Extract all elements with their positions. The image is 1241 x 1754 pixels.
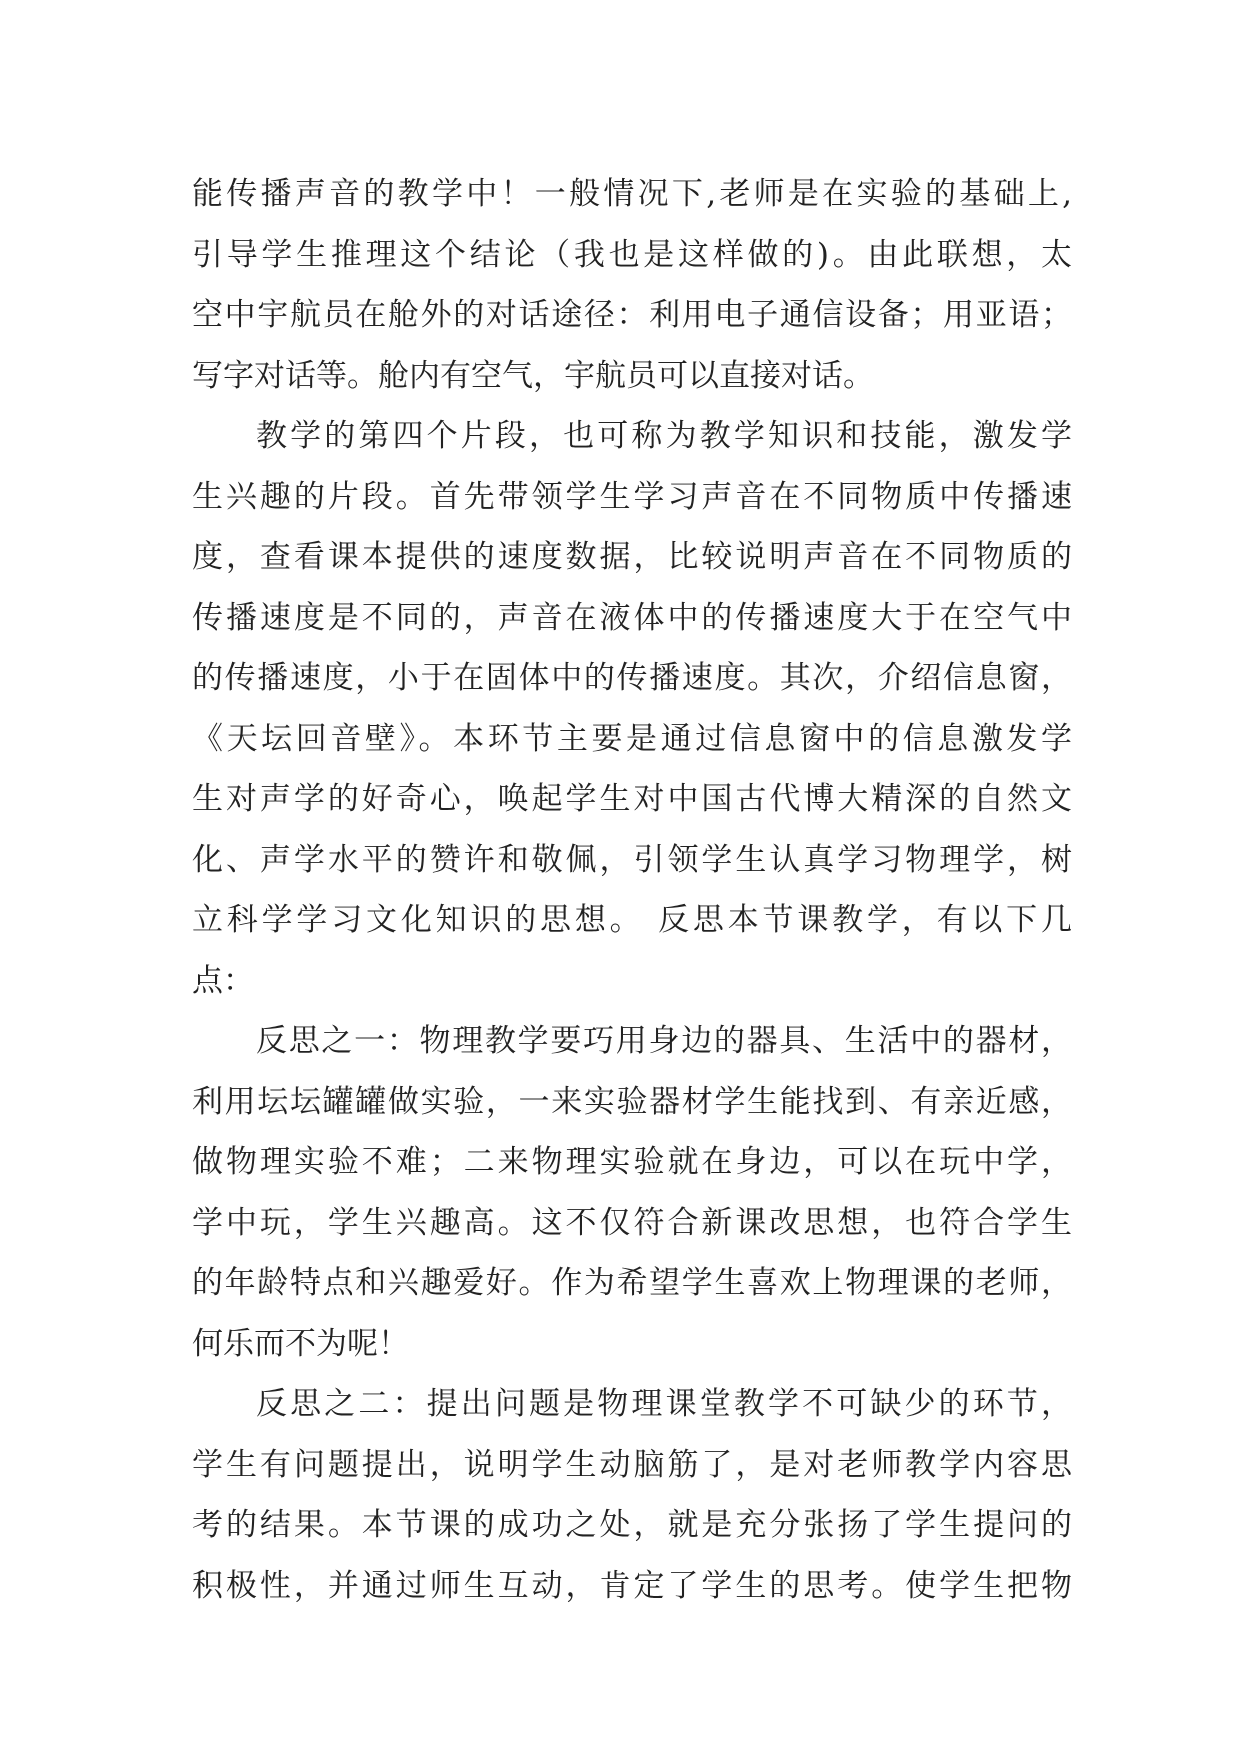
text-line: 立科学学习文化知识的思想。 反思本节课教学，有以下几: [192, 902, 1072, 938]
text-line: 学中玩，学生兴趣高。这不仅符合新课改思想，也符合学生: [192, 1204, 1072, 1241]
text-line: 生兴趣的片段。首先带领学生学习声音在不同物质中传播速: [192, 478, 1072, 515]
text-line: 生对声学的好奇心，唤起学生对中国古代博大精深的自然文: [192, 781, 1072, 817]
text-line: 利用坛坛罐罐做实验，一来实验器材学生能找到、有亲近感，: [192, 1083, 1072, 1120]
text-line: 的传播速度，小于在固体中的传播速度。其次，介绍信息窗，: [192, 660, 1072, 696]
text-line: 空中宇航员在舱外的对话途径：利用电子通信设备；用亚语；: [192, 297, 1072, 333]
body-text: [192, 164, 1072, 1616]
text-line: 学生有问题提出，说明学生动脑筋了，是对老师教学内容思: [192, 1446, 1072, 1483]
text-line: 何乐而不为呢！: [192, 1325, 409, 1362]
text-line: 的年龄特点和兴趣爱好。作为希望学生喜欢上物理课的老师，: [192, 1265, 1072, 1301]
text-line: 传播速度是不同的，声音在液体中的传播速度大于在空气中: [192, 599, 1072, 636]
text-line: 积极性，并通过师生互动，肯定了学生的思考。使学生把物: [192, 1567, 1072, 1604]
text-line: 写字对话等。舱内有空气，宇航员可以直接对话。: [192, 357, 874, 394]
paragraph-first-line: 反思之一：物理教学要巧用身边的器具、生活中的器材，: [256, 1023, 1072, 1059]
text-line: 《天坛回音壁》。本环节主要是通过信息窗中的信息激发学: [192, 720, 1072, 757]
text-line: 化、声学水平的赞许和敬佩，引领学生认真学习物理学，树: [192, 841, 1072, 878]
paragraph-first-line: 教学的第四个片段，也可称为教学知识和技能，激发学: [256, 418, 1072, 454]
text-line: 度，查看课本提供的速度数据，比较说明声音在不同物质的: [192, 539, 1072, 575]
text-line: 引导学生推理这个结论（我也是这样做的)。由此联想，太: [192, 236, 1072, 273]
paragraph-first-line: 反思之二：提出问题是物理课堂教学不可缺少的环节，: [256, 1386, 1072, 1422]
text-line: 做物理实验不难；二来物理实验就在身边，可以在玩中学，: [192, 1144, 1072, 1180]
text-line: 能传播声音的教学中！一般情况下,老师是在实验的基础上,: [192, 176, 1072, 212]
text-line: 点：: [192, 962, 254, 999]
text-line: 考的结果。本节课的成功之处，就是充分张扬了学生提问的: [192, 1507, 1072, 1543]
